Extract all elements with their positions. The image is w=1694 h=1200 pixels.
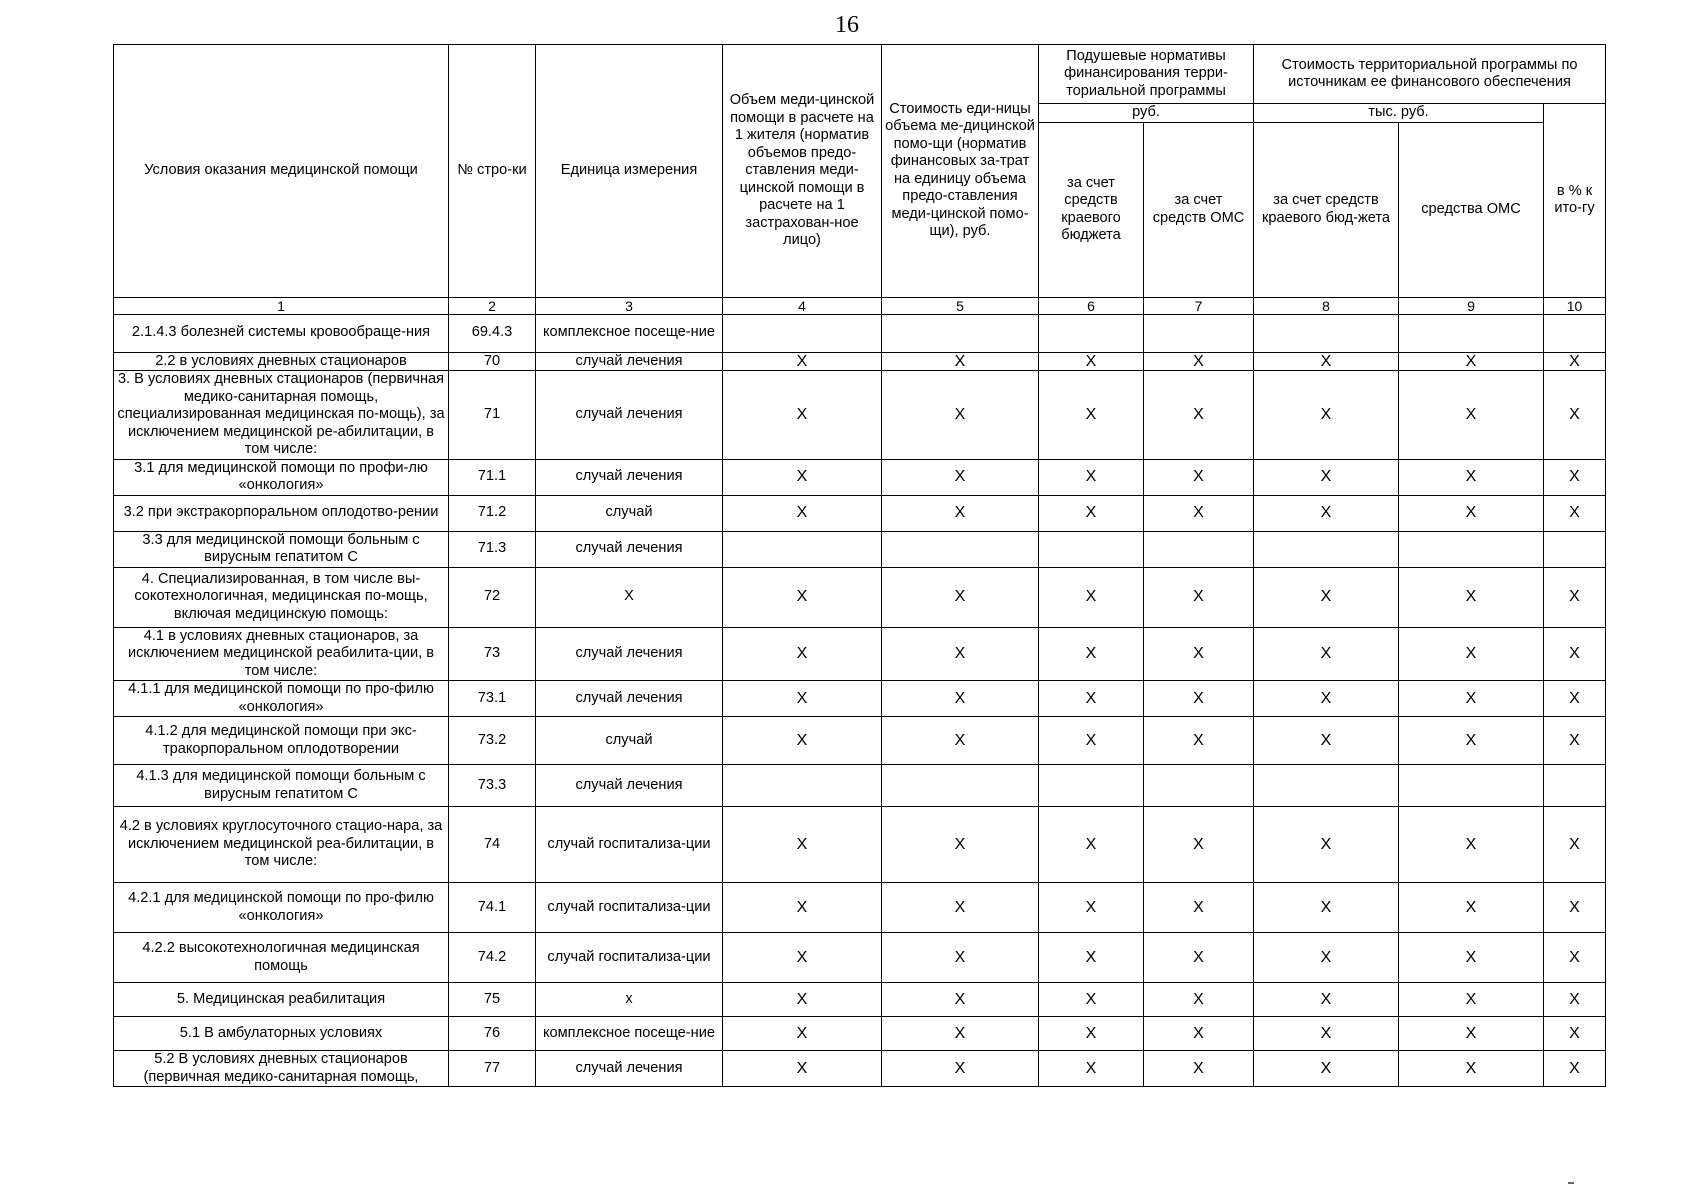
row-number: 69.4.3 [449,314,536,352]
row-condition: 4.2.1 для медицинской помощи по про-филю «онкология» [114,883,449,933]
page-number: 16 [835,12,859,38]
row-value: X [723,1051,882,1087]
row-value [1039,314,1144,352]
row-value: X [723,627,882,681]
row-number: 73.3 [449,765,536,807]
row-unit: случай [536,495,723,531]
row-unit: случай лечения [536,459,723,495]
row-value: X [1399,1051,1544,1087]
row-value: X [1544,1051,1606,1087]
row-value [1544,314,1606,352]
row-value: X [882,717,1039,765]
row-value: X [723,1017,882,1051]
table-body [114,314,1606,1087]
table-row [114,1051,1606,1087]
row-value: X [1144,1017,1254,1051]
row-value [1039,531,1144,567]
row-value: X [882,1017,1039,1051]
row-condition: 5.2 В условиях дневных стационаров (первичная медико-санитарная помощь, [114,1051,449,1087]
row-value: X [1254,717,1399,765]
row-unit: комплексное посеще-ние [536,314,723,352]
row-value: X [1544,567,1606,627]
row-number: 71.2 [449,495,536,531]
row-number: 71.1 [449,459,536,495]
column-number-row [114,297,1606,314]
header-volume: Объем меди-цинской помощи в расчете на 1 жителя (норматив объемов предо-ставления меди-цинской помощи в расчете на 1 застрахован-ное лицо) [723,45,882,298]
row-value [1039,765,1144,807]
row-unit: случай лечения [536,765,723,807]
row-value: X [1399,459,1544,495]
row-value: X [1399,681,1544,717]
row-value: X [1399,717,1544,765]
row-value: X [882,883,1039,933]
row-unit: x [536,983,723,1017]
row-value: X [723,567,882,627]
row-value: X [1399,495,1544,531]
table-header [114,45,1606,315]
header-unit-cost: Стоимость еди-ницы объема ме-дицинской помо-щи (норматив финансовых за-трат на единицу объема предо-ставления меди-цинской помо-щи), руб. [882,45,1039,298]
row-value: X [723,371,882,460]
row-condition: 4. Специализированная, в том числе вы-сокотехнологичная, медицинская по-мощь, включая медицинскую помощь: [114,567,449,627]
row-value: X [1544,352,1606,371]
row-condition: 4.1.3 для медицинской помощи больным с вирусным гепатитом С [114,765,449,807]
row-condition: 2.2 в условиях дневных стационаров [114,352,449,371]
row-value: X [1144,371,1254,460]
row-number: 73.1 [449,681,536,717]
row-condition: 4.1.2 для медицинской помощи при экс-тракорпоральном оплодотворении [114,717,449,765]
row-value: X [1144,567,1254,627]
row-number: 71.3 [449,531,536,567]
header-percent: в % к ито-гу [1544,104,1606,298]
row-value [882,765,1039,807]
table-row [114,459,1606,495]
row-value [723,765,882,807]
column-number: 4 [723,297,882,314]
row-unit: случай лечения [536,1051,723,1087]
row-value: X [723,352,882,371]
row-unit: комплексное посеще-ние [536,1017,723,1051]
header-regional-budget-rub: за счет средств краевого бюджета [1039,122,1144,297]
financing-table [113,44,1606,1087]
row-value: X [1544,883,1606,933]
row-value [882,531,1039,567]
row-value: X [1399,567,1544,627]
table-row [114,807,1606,883]
row-value: X [723,717,882,765]
column-number: 3 [536,297,723,314]
table-row [114,883,1606,933]
table-row [114,495,1606,531]
row-number: 74 [449,807,536,883]
row-value: X [1144,807,1254,883]
row-value: X [1399,883,1544,933]
row-value: X [1544,933,1606,983]
row-value [723,314,882,352]
row-unit: случай лечения [536,681,723,717]
row-value: X [1254,983,1399,1017]
row-unit: случай лечения [536,352,723,371]
row-value: X [1399,627,1544,681]
row-value: X [882,1051,1039,1087]
header-unit-thousand-rub: тыс. руб. [1254,104,1544,123]
row-condition: 4.2 в условиях круглосуточного стацио-нара, за исключением медицинской реа-билитации, в том числе: [114,807,449,883]
row-number: 74.1 [449,883,536,933]
header-regional-budget-thousand: за счет средств краевого бюд-жета [1254,122,1399,297]
table-row [114,983,1606,1017]
row-value: X [1544,983,1606,1017]
row-value: X [1254,371,1399,460]
table-row [114,531,1606,567]
row-value [1144,765,1254,807]
row-value [1254,314,1399,352]
table-row [114,627,1606,681]
row-unit: случай лечения [536,531,723,567]
row-value [1399,531,1544,567]
row-number: 77 [449,1051,536,1087]
row-value [1144,314,1254,352]
row-value: X [1544,717,1606,765]
corner-mark [1568,1182,1574,1184]
row-value: X [882,371,1039,460]
table-row [114,933,1606,983]
row-value: X [1039,1017,1144,1051]
row-value: X [882,495,1039,531]
row-condition: 3. В условиях дневных стационаров (первичная медико-санитарная помощь, специализированная медицинская по-мощь), за исключением медицинской ре-абилитации, в том числе: [114,371,449,460]
header-row-number: № стро-ки [449,45,536,298]
row-value: X [1399,933,1544,983]
row-value: X [1254,807,1399,883]
row-value: X [1544,681,1606,717]
row-value [1399,314,1544,352]
header-conditions: Условия оказания медицинской помощи [114,45,449,298]
row-condition: 5.1 В амбулаторных условиях [114,1017,449,1051]
table-row [114,371,1606,460]
row-value: X [1144,933,1254,983]
row-value: X [1144,883,1254,933]
row-number: 73.2 [449,717,536,765]
row-value: X [1039,933,1144,983]
table-row [114,717,1606,765]
row-unit: случай госпитализа-ции [536,807,723,883]
column-number: 7 [1144,297,1254,314]
table-row [114,765,1606,807]
row-value: X [723,983,882,1017]
row-value: X [1144,352,1254,371]
row-value: X [1144,681,1254,717]
row-number: 75 [449,983,536,1017]
column-number: 2 [449,297,536,314]
header-oms-rub: за счет средств ОМС [1144,122,1254,297]
row-value [1254,765,1399,807]
row-condition: 3.2 при экстракорпоральном оплодотво-рении [114,495,449,531]
row-condition: 3.1 для медицинской помощи по профи-лю «онкология» [114,459,449,495]
row-value: X [1039,352,1144,371]
row-value: X [1039,371,1144,460]
row-value: X [1254,627,1399,681]
row-value [1254,531,1399,567]
row-value: X [723,807,882,883]
row-value: X [882,567,1039,627]
row-value: X [1039,567,1144,627]
row-value: X [1399,983,1544,1017]
column-number: 1 [114,297,449,314]
row-condition: 3.3 для медицинской помощи больным с вирусным гепатитом С [114,531,449,567]
row-unit: X [536,567,723,627]
row-value: X [1144,627,1254,681]
row-value: X [1144,459,1254,495]
row-condition: 5. Медицинская реабилитация [114,983,449,1017]
column-number: 8 [1254,297,1399,314]
row-condition: 4.2.2 высокотехнологичная медицинская помощь [114,933,449,983]
row-value [1144,531,1254,567]
header-oms-thousand: средства ОМС [1399,122,1544,297]
row-number: 71 [449,371,536,460]
row-value [882,314,1039,352]
row-value: X [1544,1017,1606,1051]
column-number: 9 [1399,297,1544,314]
row-value: X [723,933,882,983]
row-value: X [723,495,882,531]
row-value: X [1144,495,1254,531]
row-value: X [1039,807,1144,883]
column-number: 5 [882,297,1039,314]
row-value: X [1039,883,1144,933]
row-value: X [1254,681,1399,717]
row-value: X [882,459,1039,495]
row-value: X [882,352,1039,371]
row-unit: случай госпитализа-ции [536,933,723,983]
row-value: X [1399,807,1544,883]
row-value: X [1144,1051,1254,1087]
row-value [1544,531,1606,567]
row-value: X [1039,983,1144,1017]
row-unit: случай лечения [536,371,723,460]
row-value: X [1039,717,1144,765]
row-value: X [1399,371,1544,460]
row-number: 74.2 [449,933,536,983]
row-value: X [723,459,882,495]
row-value: X [723,883,882,933]
table-row [114,681,1606,717]
row-value: X [882,681,1039,717]
row-value: X [1039,495,1144,531]
row-value: X [1144,983,1254,1017]
row-condition: 2.1.4.3 болезней системы кровообраще-ния [114,314,449,352]
row-value: X [1254,883,1399,933]
row-value: X [1039,1051,1144,1087]
column-number: 6 [1039,297,1144,314]
row-number: 76 [449,1017,536,1051]
row-value: X [1039,459,1144,495]
header-program-cost-group: Стоимость территориальной программы по источникам ее финансового обеспечения [1254,45,1606,104]
row-value: X [1254,459,1399,495]
row-unit: случай госпитализа-ции [536,883,723,933]
row-number: 72 [449,567,536,627]
row-value: X [1254,352,1399,371]
row-unit: случай лечения [536,627,723,681]
row-number: 73 [449,627,536,681]
row-value: X [1544,627,1606,681]
column-number: 10 [1544,297,1606,314]
row-number: 70 [449,352,536,371]
row-condition: 4.1 в условиях дневных стационаров, за исключением медицинской реабилита-ции, в том числе: [114,627,449,681]
row-value: X [882,983,1039,1017]
row-condition: 4.1.1 для медицинской помощи по про-филю «онкология» [114,681,449,717]
row-value: X [1544,807,1606,883]
row-value [1544,765,1606,807]
row-value: X [882,627,1039,681]
header-unit: Единица измерения [536,45,723,298]
row-value: X [1254,933,1399,983]
row-value: X [1399,352,1544,371]
row-value: X [1544,371,1606,460]
row-value: X [1039,627,1144,681]
row-value [1399,765,1544,807]
row-value: X [1039,681,1144,717]
row-value [723,531,882,567]
row-value: X [1254,1051,1399,1087]
header-unit-rub: руб. [1039,104,1254,123]
row-value: X [882,807,1039,883]
row-unit: случай [536,717,723,765]
row-value: X [1254,495,1399,531]
row-value: X [1544,459,1606,495]
row-value: X [1544,495,1606,531]
row-value: X [1399,1017,1544,1051]
table-row [114,352,1606,371]
table-row [114,314,1606,352]
row-value: X [1254,567,1399,627]
table-row [114,1017,1606,1051]
row-value: X [1144,717,1254,765]
header-per-capita-group: Подушевые нормативы финансирования терри-ториальной программы [1039,45,1254,104]
row-value: X [723,681,882,717]
row-value: X [1254,1017,1399,1051]
row-value: X [882,933,1039,983]
table-row [114,567,1606,627]
